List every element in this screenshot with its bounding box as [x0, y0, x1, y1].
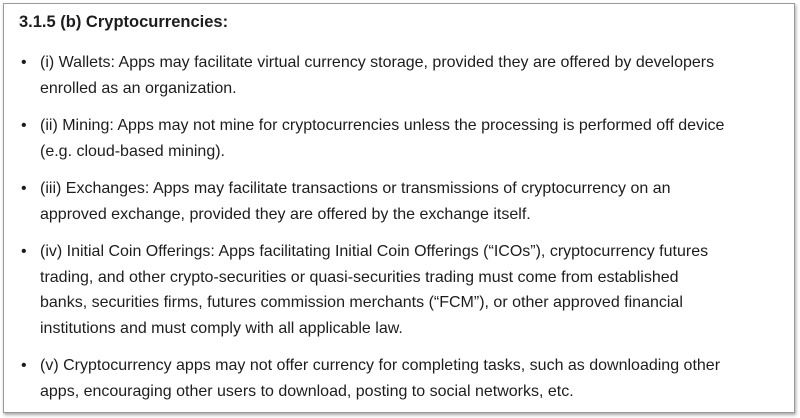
text-line: (i) Wallets: Apps may facilitate virtual currency storage, provided they are offered by developers: [40, 54, 715, 71]
list-item-text: [40, 113, 782, 164]
bullet-icon: •: [21, 180, 27, 197]
bullet-icon: •: [21, 357, 27, 374]
guideline-panel: [3, 3, 795, 413]
bullet-icon: •: [21, 243, 27, 260]
bullet-icon: •: [21, 54, 27, 71]
bullet-icon: •: [21, 117, 27, 134]
list-item-text: [40, 353, 782, 404]
list-item-text: [40, 239, 782, 341]
text-line: (iii) Exchanges: Apps may facilitate transactions or transmissions of cryptocurrency on an: [40, 180, 671, 197]
text-line: institutions and must comply with all applicable law.: [40, 319, 403, 337]
text-line: enrolled as an organization.: [40, 79, 237, 97]
text-line: trading, and other crypto-securities or quasi-securities trading must come from established: [40, 268, 679, 286]
text-line: (ii) Mining: Apps may not mine for cryptocurrencies unless the processing is performed off device: [40, 117, 725, 134]
text-line: (e.g. cloud-based mining).: [40, 142, 225, 160]
text-line: approved exchange, provided they are offered by the exchange itself.: [40, 205, 531, 223]
text-line: banks, securities firms, futures commission merchants (“FCM”), or other approved financial: [40, 294, 683, 311]
text-line: (v) Cryptocurrency apps may not offer currency for completing tasks, such as downloading other: [40, 357, 721, 374]
text-line: apps, encouraging other users to download, posting to social networks, etc.: [40, 382, 574, 400]
text-line: (iv) Initial Coin Offerings: Apps facilitating Initial Coin Offerings (“ICOs”), cryptocurrency futures: [40, 243, 709, 260]
list-item-text: [40, 176, 782, 227]
list-item-text: [40, 50, 782, 101]
section-heading: 3.1.5 (b) Cryptocurrencies:: [19, 13, 229, 31]
